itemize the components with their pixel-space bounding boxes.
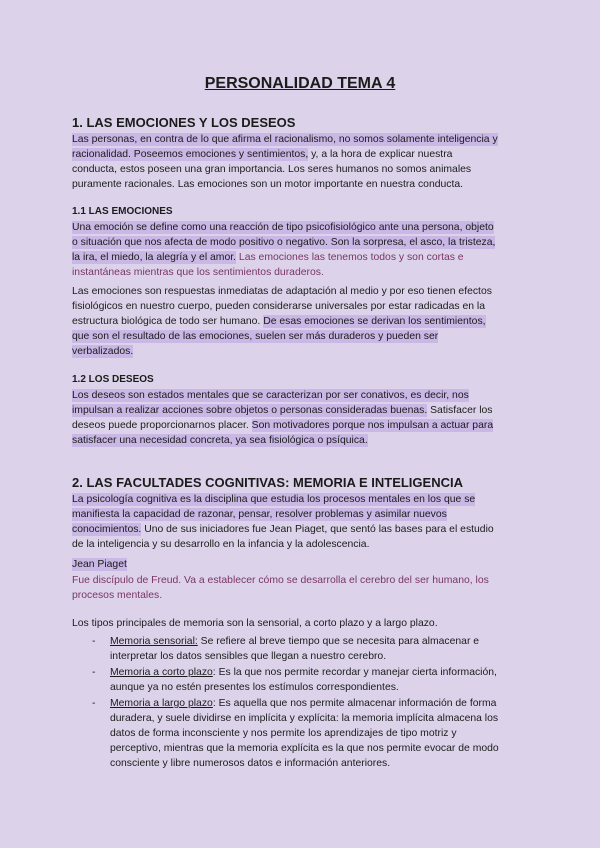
list-item-memoria-corto-plazo [92,665,497,695]
section-1-heading: 1. LAS EMOCIONES Y LOS DESEOS [72,115,296,130]
text-segment: : Es aquella que nos permite almacenar información de forma [212,698,497,709]
text-segment: aunque ya no estén presentes los estímulos correspondientes. [110,682,399,693]
piaget-note [72,573,489,603]
highlighted-text: impulsan a realizar acciones sobre objetos o personas consideradas buenas. [72,405,428,416]
highlighted-text: Jean Piaget [72,559,127,570]
text-segment: datos de forma inconsciente y nos permite los aprendizajes de tipo motriz y [110,728,457,739]
page-title: PERSONALIDAD TEMA 4 [204,75,396,92]
highlighted-text: Son motivadores porque nos impulsan a actuar para [251,420,494,431]
text-segment: duradera, y suele dividirse en implícita y explícita: la memoria implícita almacena los [110,713,499,724]
text-line [72,284,492,299]
highlighted-text: satisfacer una necesidad concreta, ya sea fisiológica o psíquica. [72,435,368,446]
text-line [72,265,495,280]
text-segment: Los tipos principales de memoria son la sensorial, a corto plazo y a largo plazo. [72,618,438,629]
list-item-text [110,634,479,664]
highlighted-text: manifiesta la capacidad de razonar, pensar, resolver problemas y asimilar nuevos [72,509,447,520]
list-item-memoria-largo-plazo [92,696,499,771]
section-2-heading: 2. LAS FACULTADES COGNITIVAS: MEMORIA E INTELIGENCIA [72,475,463,490]
highlighted-text: Las personas, en contra de lo que afirma el racionalismo, no somos solamente inteligencia y [72,134,498,145]
text-segment: y, a la hora de explicar nuestra [308,149,453,160]
text-line [110,680,497,695]
text-segment: Se refiere al breve tiempo que se necesita para almacenar e [197,636,480,647]
text-segment: conducta, estos poseen una gran importancia. Los seres humanos no somos animales [72,164,472,175]
deseos-paragraph [72,388,493,448]
emociones-paragraph-2 [72,284,492,359]
text-line [72,132,498,147]
text-line [72,220,495,235]
highlighted-text: verbalizados. [72,346,134,357]
text-line [110,649,479,664]
list-item-text [110,696,499,771]
piaget-label [72,557,127,572]
text-segment: perceptivo, mientras que la memoria explícita es la que nos permite evocar de modo [110,743,499,754]
text-line [110,726,499,741]
underlined-term: Memoria sensorial: [110,636,198,647]
highlighted-text: la ira, el miedo, la alegría y el amor. [72,252,237,263]
text-line [72,177,498,192]
text-line [72,403,493,418]
list-item-text [110,665,497,695]
text-line [72,314,492,329]
text-segment: puramente racionales. Las emociones son un motor importante en nuestra conducta. [72,179,464,190]
accent-text: Fue discípulo de Freud. Va a establecer cómo se desarrolla el cerebro del ser humano, los [72,575,489,586]
text-line [72,299,492,314]
highlighted-text: La psicología cognitiva es la disciplina que estudia los procesos mentales en los que se [72,494,476,505]
text-line [72,388,493,403]
text-line [72,507,494,522]
highlighted-text: Una emoción se define como una reacción de tipo psicofisiológico ante una persona, objeto [72,222,494,233]
text-segment: deseos puede proporcionarnos placer. [72,420,252,431]
text-line [72,537,494,552]
text-line [110,711,499,726]
text-line [110,634,479,649]
text-line [72,616,438,631]
text-segment: Satisfacer los [427,405,493,416]
accent-text: Las emociones las tenemos todos y son cortas e [236,252,464,263]
text-line [110,756,499,771]
list-bullet: - [92,636,96,647]
section-1-intro-paragraph [72,132,498,192]
highlighted-text: De esas emociones se derivan los sentimientos, [263,316,486,327]
underlined-term: Memoria a largo plazo [110,698,213,709]
text-segment: fisiológicos en nuestro cuerpo, pueden considerarse universales por estar radicadas en la [72,301,485,312]
highlighted-text: o situación que nos afecta de modo positivo o negativo. Son la sorpresa, el asco, la tristeza, [72,237,496,248]
text-line [72,433,493,448]
accent-text: instantáneas mientras que los sentimientos duraderos. [72,267,324,278]
text-line [110,665,497,680]
text-line [72,418,493,433]
text-line [72,557,127,572]
text-segment: estructura biológica de todo ser humano. [72,316,264,327]
text-segment: consciente y libre numerosos datos e información anteriores. [110,758,391,769]
text-segment: Uno de sus iniciadores fue Jean Piaget, que sentó las bases para el estudio [141,524,494,535]
subsection-emociones-heading: 1.1 LAS EMOCIONES [72,206,173,217]
highlighted-text: que son el resultado de las emociones, suelen ser más duraderos y pueden ser [72,331,439,342]
text-line [72,344,492,359]
highlighted-text: Los deseos son estados mentales que se caracterizan por ser conativos, es decir, nos [72,390,469,401]
list-item-memoria-sensorial [92,634,479,664]
text-line [72,147,498,162]
highlighted-text: conocimientos. [72,524,142,535]
text-line [110,696,499,711]
text-segment: : Es la que nos permite recordar y manejar cierta información, [212,667,497,678]
text-line [72,250,495,265]
text-segment: interpretar los datos sensibles que llegan a nuestro cerebro. [110,651,387,662]
emociones-paragraph-1 [72,220,495,280]
list-bullet: - [92,698,96,709]
text-line [72,329,492,344]
underlined-term: Memoria a corto plazo [110,667,213,678]
highlighted-text: racionalidad. Poseemos emociones y sentimientos, [72,149,309,160]
text-line [72,235,495,250]
text-line [72,588,489,603]
memory-intro-paragraph [72,616,438,631]
subsection-deseos-heading: 1.2 LOS DESEOS [72,374,154,385]
text-segment: de la inteligencia y su desarrollo en la infancia y la adolescencia. [72,539,370,550]
text-line [110,741,499,756]
text-line [72,522,494,537]
section-2-intro-paragraph [72,492,494,552]
list-bullet: - [92,667,96,678]
text-line [72,492,494,507]
text-line [72,162,498,177]
accent-text: procesos mentales. [72,590,163,601]
text-line [72,573,489,588]
text-segment: Las emociones son respuestas inmediatas de adaptación al medio y por eso tienen efectos [72,286,492,297]
